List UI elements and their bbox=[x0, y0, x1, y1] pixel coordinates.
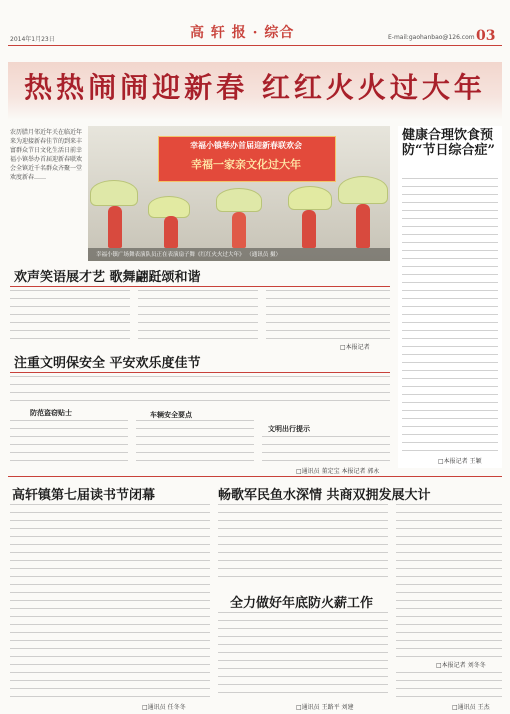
article1-rule bbox=[10, 286, 390, 287]
article2-intro bbox=[10, 376, 390, 406]
text-column bbox=[266, 290, 390, 340]
header-rule bbox=[8, 45, 502, 46]
dancer-figure bbox=[108, 206, 122, 248]
dancer-figure bbox=[356, 204, 370, 248]
sidebar-title: 健康合理饮食预防“节日综合症” bbox=[402, 128, 495, 158]
bottom-article5-body bbox=[396, 672, 502, 700]
umbrella-icon bbox=[148, 196, 190, 218]
umbrella-icon bbox=[288, 186, 332, 210]
text-column bbox=[136, 420, 254, 464]
event-photo bbox=[88, 126, 390, 261]
dancer-figure bbox=[164, 216, 178, 248]
dancer-figure bbox=[232, 212, 246, 248]
section-divider bbox=[8, 476, 502, 477]
page-header bbox=[0, 0, 510, 60]
newspaper-brand: 高 轩 报 · 综合 bbox=[190, 25, 295, 41]
bottom-article3-body bbox=[218, 612, 388, 700]
article1-title: 欢声笑语展才艺 歌舞翩跹颂和谐 bbox=[14, 270, 201, 285]
text-column bbox=[10, 420, 128, 464]
sidebar-body bbox=[402, 178, 498, 454]
dancer-figure bbox=[302, 210, 316, 248]
bottom-article1-body bbox=[10, 504, 210, 700]
bottom-article5-byline: □通讯员 王杰 bbox=[452, 704, 490, 711]
contact-email: E-mail:gaohanbao@126.com bbox=[388, 34, 475, 41]
umbrella-icon bbox=[216, 188, 262, 212]
article2-subhead1: 防范盗窃贴士 bbox=[30, 409, 72, 417]
text-column bbox=[138, 290, 258, 340]
umbrella-icon bbox=[90, 180, 138, 206]
stage-banner-line2: 幸福一家亲文化过大年 bbox=[191, 158, 301, 171]
article1-body bbox=[10, 290, 390, 340]
bottom-article3-title: 全力做好年底防火薪工作 bbox=[230, 596, 374, 611]
article2-title: 注重文明保安全 平安欢乐度佳节 bbox=[14, 356, 201, 371]
intro-text: 农历腊月邻近年关在临近年来为迎接新春佳节的到来丰富群众节日文化生活日前幸福小镇举办首届迎新春联欢会全镇近千名群众齐聚一堂欢度新春…… bbox=[10, 129, 82, 181]
umbrella-icon bbox=[338, 176, 388, 204]
stage-banner-line1: 幸福小镇举办首届迎新春联欢会 bbox=[190, 141, 302, 150]
bottom-article3-byline: □通讯员 王路平 刘建 bbox=[296, 704, 354, 711]
bottom-article4-body bbox=[396, 504, 502, 658]
sidebar-byline: □本报记者 王颖 bbox=[438, 458, 482, 465]
banner-title: 热热闹闹迎新春 红红火火过大年 bbox=[24, 71, 486, 104]
issue-date: 2014年1月23日 bbox=[10, 36, 55, 43]
article2-subhead3: 文明出行提示 bbox=[268, 425, 310, 433]
bottom-article2-body bbox=[218, 504, 388, 584]
photo-caption: 幸福小镇广场舞表演队员正在表演扇子舞《红红火火过大年》 （通讯员 摄） bbox=[96, 252, 281, 258]
article2-byline: □通讯员 董定宝 本报记者 郭永 bbox=[296, 468, 380, 475]
bottom-article2-title: 畅歌军民鱼水深情 共商双拥发展大计 bbox=[218, 488, 431, 503]
article2-subhead2: 车辆安全要点 bbox=[150, 411, 192, 419]
text-column bbox=[262, 436, 390, 464]
page-number: 03 bbox=[476, 28, 496, 44]
article2-rule bbox=[10, 372, 390, 373]
bottom-article1-title: 高轩镇第七届读书节闭幕 bbox=[12, 488, 156, 503]
text-column bbox=[10, 290, 130, 340]
bottom-article1-byline: □通讯员 任冬冬 bbox=[142, 704, 186, 711]
bottom-article4-byline: □本报记者 刘冬冬 bbox=[436, 662, 486, 669]
article1-byline: □本报记者 bbox=[340, 344, 370, 351]
health-sidebar bbox=[398, 126, 502, 468]
